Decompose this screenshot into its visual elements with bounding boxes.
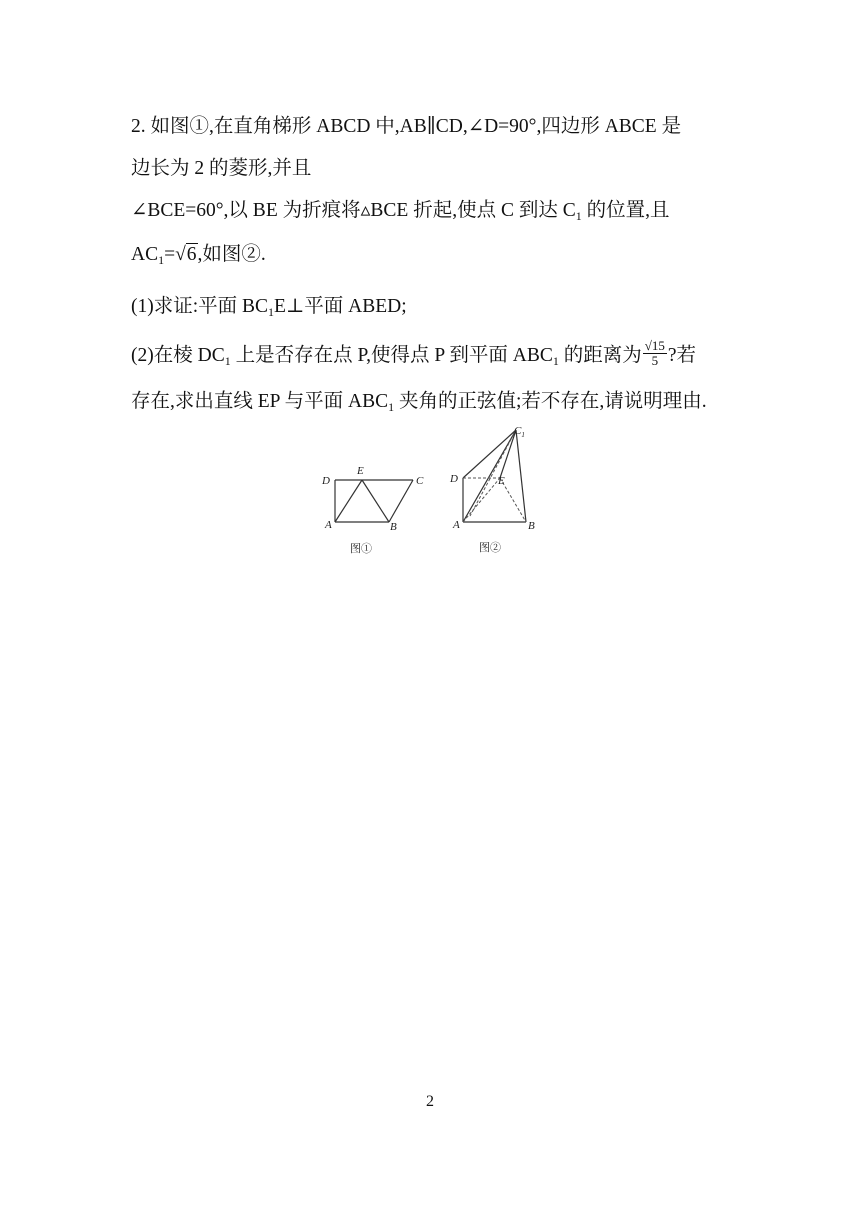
problem-text: ,如图②. (197, 244, 266, 265)
problem-line-1 (131, 115, 681, 139)
label-A: A (453, 519, 460, 531)
problem-text: 上是否存在点 P,使得点 P 到平面 ABC (230, 344, 553, 366)
label-A: A (325, 519, 332, 531)
problem-text: E⊥平面 ABED; (274, 296, 407, 317)
problem-text: = (164, 244, 176, 265)
figure-2-folded-solid (446, 420, 556, 560)
label-C1-sub: 1 (521, 431, 525, 439)
subscript: 1 (268, 305, 275, 319)
label-D: D (450, 473, 458, 485)
part-2-line-1 (131, 338, 697, 371)
problem-text: (1)求证:平面 BC (131, 296, 269, 317)
part-1-line (131, 295, 407, 320)
problem-text: 夹角的正弦值;若不存在,请说明理由. (394, 391, 707, 412)
problem-text: 存在,求出直线 EP 与平面 ABC (131, 391, 389, 412)
problem-text: 2. 如图①,在直角梯形 ABCD 中,AB∥CD,∠D=90°,四边形 ABCE 是 (131, 116, 682, 137)
figure-1-caption: 图① (350, 543, 372, 555)
problem-line-2 (131, 157, 311, 181)
figure-1-trapezoid (318, 460, 438, 560)
label-C: C (416, 475, 424, 487)
label-C1 (514, 425, 525, 439)
edge-BC (389, 480, 413, 522)
problem-text: ?若 (667, 344, 697, 366)
fraction-numerator: √15 (644, 338, 665, 353)
problem-text: 的距离为 (558, 344, 642, 366)
problem-line-3 (131, 199, 669, 224)
problem-text: 的位置,且 (581, 200, 670, 221)
subscript: 1 (158, 253, 165, 267)
label-E: E (498, 475, 505, 487)
label-D: D (322, 475, 330, 487)
problem-text: AC (131, 244, 159, 265)
fraction (643, 339, 667, 368)
subscript: 1 (575, 209, 582, 223)
page-number: 2 (426, 1093, 434, 1110)
edge-AE (335, 480, 362, 522)
label-C1-main: C (514, 425, 522, 437)
sqrt-radicand: 6 (186, 244, 197, 265)
label-E: E (357, 465, 364, 477)
problem-text: ∠BCE=60°,以 BE 为折痕将▵BCE 折起,使点 C 到达 C (131, 200, 576, 221)
edge-EB (362, 480, 389, 522)
figure-2-caption: 图② (479, 542, 501, 554)
sqrt-symbol: √ (175, 244, 186, 265)
sqrt-expression (175, 243, 197, 267)
part-2-line-2 (131, 390, 707, 415)
edge-BC1 (516, 430, 526, 522)
subscript: 1 (224, 353, 231, 368)
label-B: B (390, 521, 397, 533)
label-B: B (528, 520, 535, 532)
problem-text: (2)在棱 DC (131, 344, 225, 366)
subscript: 1 (552, 353, 559, 368)
fraction-denominator: 5 (651, 353, 659, 368)
subscript: 1 (388, 400, 395, 414)
edge-AE-hidden (463, 478, 500, 522)
problem-line-4 (131, 243, 266, 268)
edge-AC1 (463, 430, 516, 522)
problem-text: 边长为 2 的菱形,并且 (131, 158, 312, 179)
